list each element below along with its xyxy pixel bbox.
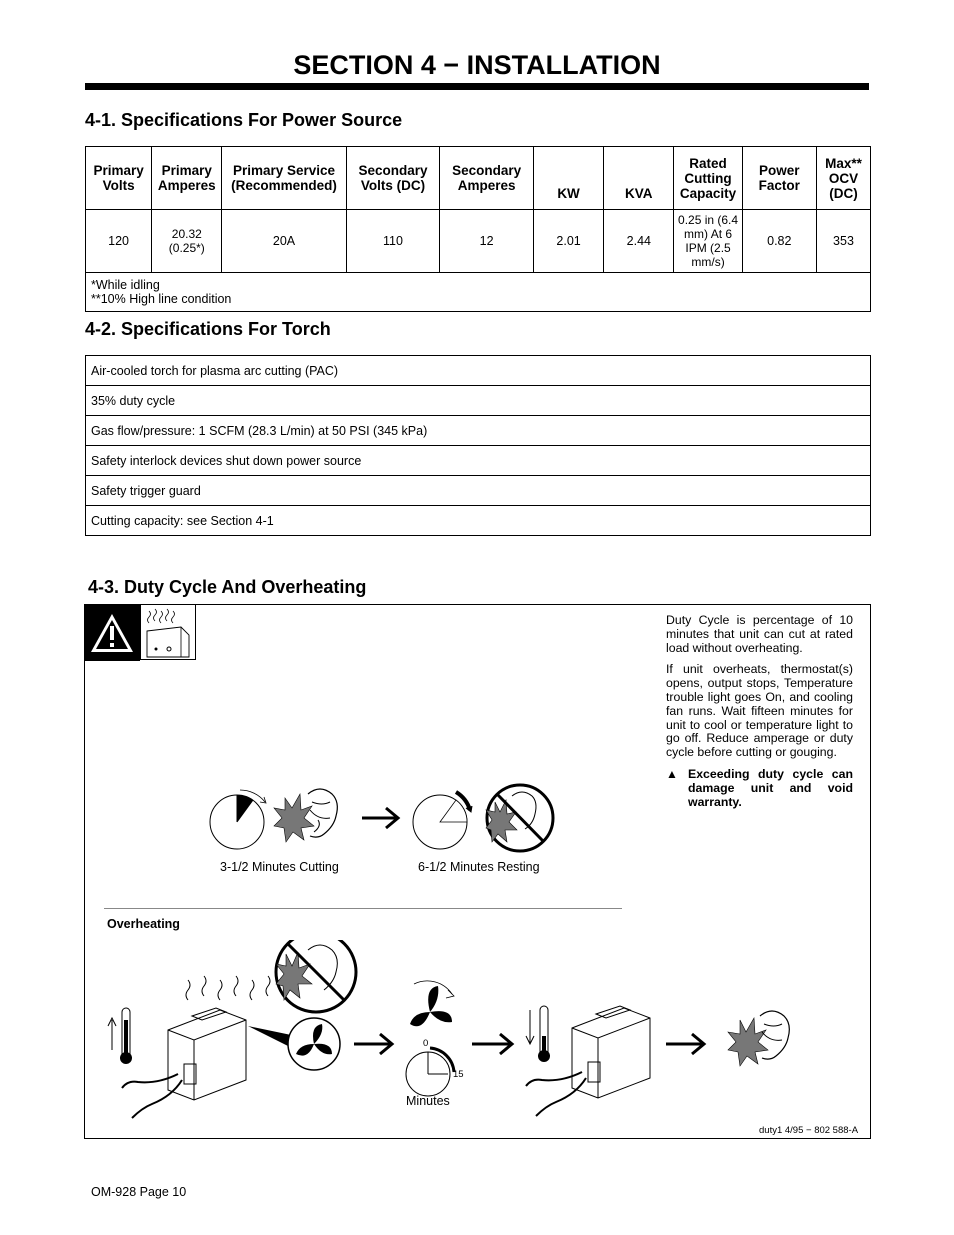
- table-row: [86, 416, 871, 446]
- col-header: Max** OCV (DC): [816, 147, 870, 210]
- fan-running-icon: [410, 981, 454, 1026]
- heading-duty-cycle: 4-3. Duty Cycle And Overheating: [88, 577, 367, 597]
- note-high-line: **10% High line condition: [91, 292, 232, 306]
- warning-note: [666, 768, 853, 809]
- hot-unit-icon: [140, 604, 196, 660]
- col-header: Rated Cutting Capacity: [674, 147, 742, 210]
- cooling-fan-icon: [288, 1018, 340, 1070]
- heat-waves-icon: [186, 976, 270, 1000]
- arrow-right-icon: [472, 1034, 512, 1054]
- arrow-right-icon: [666, 1034, 704, 1054]
- arrow-right-icon: [362, 808, 398, 828]
- cutting-operator-icon: [728, 1011, 789, 1066]
- cell: 110: [346, 210, 440, 273]
- cell: 12: [440, 210, 534, 273]
- col-header: Power Factor: [742, 147, 816, 210]
- table-header-row: [86, 147, 871, 210]
- cell: 2.01: [533, 210, 603, 273]
- table-row: [86, 446, 871, 476]
- col-header: Secondary Amperes: [440, 147, 534, 210]
- timer-end-label: 15: [453, 1069, 464, 1080]
- minutes-caption: Minutes: [406, 1094, 450, 1108]
- section-title: SECTION 4 − INSTALLATION: [293, 50, 661, 80]
- cell: 35% duty cycle: [86, 386, 871, 416]
- duty-cycle-para: Duty Cycle is percentage of 10 minutes that unit can cut at rated load without overheating.: [666, 613, 853, 655]
- heading-power-source: 4-1. Specifications For Power Source: [85, 110, 403, 130]
- overheating-diagram: [100, 940, 820, 1120]
- no-cutting-icon: [276, 940, 356, 1012]
- cell: 0.25 in (6.4 mm) At 6 IPM (2.5 mm/s): [674, 210, 742, 273]
- cell: 0.82: [742, 210, 816, 273]
- cell: 20.32 (0.25*): [152, 210, 222, 273]
- timer-start-label: 0: [423, 1038, 429, 1049]
- heading-torch: 4-2. Specifications For Torch: [85, 319, 331, 339]
- cell: 2.44: [604, 210, 674, 273]
- cell: 120: [86, 210, 152, 273]
- power-source-unit-icon: [122, 1008, 246, 1118]
- warning-text: Exceeding duty cycle can damage unit and void warranty.: [688, 766, 853, 809]
- cutting-operator-icon: [274, 789, 337, 842]
- cell: Gas flow/pressure: 1 SCFM (28.3 L/min) at 50 PSI (345 kPa): [86, 416, 871, 446]
- title-rule: [85, 83, 869, 90]
- col-header: Primary Service (Recommended): [222, 147, 346, 210]
- col-header: KVA: [604, 147, 674, 210]
- table-note-row: [86, 273, 871, 312]
- cell: 20A: [222, 210, 346, 273]
- table-row: [86, 506, 871, 536]
- resting-caption: 6-1/2 Minutes Resting: [418, 860, 540, 874]
- table-row: [86, 386, 871, 416]
- table-row: [86, 356, 871, 386]
- temperature-falling-icon: [526, 1006, 550, 1062]
- overheating-label: Overheating: [107, 917, 180, 931]
- torch-spec-table: [85, 355, 871, 536]
- temperature-rising-icon: [108, 1008, 132, 1064]
- cell: Safety trigger guard: [86, 476, 871, 506]
- table-row: [86, 210, 871, 273]
- warning-triangle-icon: ▲: [666, 766, 678, 781]
- col-header: Primary Amperes: [152, 147, 222, 210]
- figure-reference: duty1 4/95 − 802 588-A: [759, 1125, 859, 1136]
- cell: Cutting capacity: see Section 4-1: [86, 506, 871, 536]
- duty-cycle-description: [666, 614, 853, 809]
- table-notes: [86, 273, 871, 312]
- arrow-right-icon: [354, 1034, 392, 1054]
- col-header: KW: [533, 147, 603, 210]
- page-footer: OM-928 Page 10: [91, 1185, 187, 1199]
- timer-15-minutes-icon: [406, 1048, 454, 1096]
- duty-cycle-diagram: [200, 780, 570, 860]
- clock-cutting-icon: [210, 790, 266, 849]
- cell: Safety interlock devices shut down power source: [86, 446, 871, 476]
- col-header: Primary Volts: [86, 147, 152, 210]
- cell: Air-cooled torch for plasma arc cutting (PAC): [86, 356, 871, 386]
- warning-icon: [84, 604, 140, 661]
- cutting-caption: 3-1/2 Minutes Cutting: [220, 860, 339, 874]
- table-row: [86, 476, 871, 506]
- col-header: Secondary Volts (DC): [346, 147, 440, 210]
- no-cutting-icon: [486, 785, 553, 851]
- note-idling: *While idling: [91, 278, 160, 292]
- power-source-spec-table: [85, 146, 871, 312]
- cell: 353: [816, 210, 870, 273]
- diagram-divider: [104, 908, 622, 909]
- overheat-para: If unit overheats, thermostat(s) opens, output stops, Temperature trouble light goes On, and cooling fan runs. Wait fifteen minutes for unit to cool or temperature light to go off. Reduce amperage or duty cycle before cutting or gouging.: [666, 662, 853, 760]
- clock-resting-icon: [413, 792, 472, 849]
